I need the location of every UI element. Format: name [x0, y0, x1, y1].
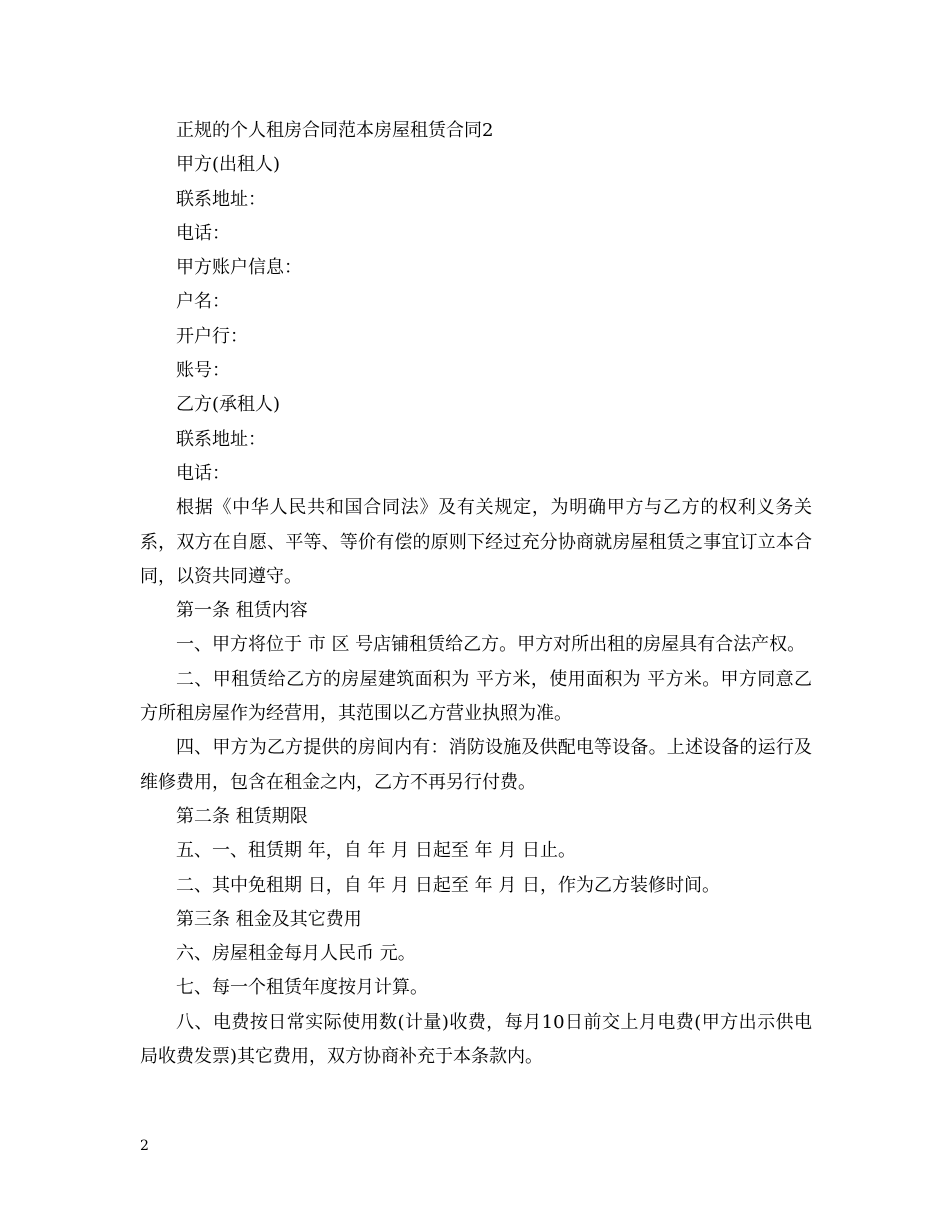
- article-1-item-1: 一、甲方将位于 市 区 号店铺租赁给乙方。甲方对所出租的房屋具有合法产权。: [176, 634, 806, 656]
- article-1-heading: 第一条 租赁内容: [176, 600, 308, 622]
- article-3-item-6: 六、房屋租金每月人民币 元。: [176, 943, 416, 965]
- article-1-item-4: 四、甲方为乙方提供的房间内有：消防设施及供配电等设备。上述设备的运行及维修费用，包含在租金之内，乙方不再另行付费。: [140, 737, 812, 793]
- page-number: 2: [140, 1138, 149, 1154]
- bank: 开户行：: [176, 325, 248, 347]
- party-a-header: 甲方(出租人): [176, 154, 281, 176]
- party-b-header: 乙方(承租人): [176, 394, 281, 416]
- document-title: 正规的个人租房合同范本房屋租赁合同2: [176, 120, 494, 141]
- account-number: 账号：: [176, 360, 230, 382]
- account-name: 户名：: [176, 291, 230, 313]
- article-3-heading: 第三条 租金及其它费用: [176, 908, 362, 930]
- party-a-account-info: 甲方账户信息：: [176, 257, 302, 279]
- party-a-phone: 电话：: [176, 222, 230, 244]
- article-2-item-5: 五、一、租赁期 年，自 年 月 日起至 年 月 日止。: [176, 840, 577, 862]
- article-3-item-8: 八、电费按日常实际使用数(计量)收费，每月10日前交上月电费(甲方出示供电局收费发票)其它费用，双方协商补充于本条款内。: [140, 1011, 812, 1068]
- preamble-paragraph: 根据《中华人民共和国合同法》及有关规定，为明确甲方与乙方的权利义务关系，双方在自愿、平等、等价有偿的原则下经过充分协商就房屋租赁之事宜订立本合同，以资共同遵守。: [140, 497, 812, 587]
- party-b-address: 联系地址：: [176, 428, 266, 450]
- article-2-heading: 第二条 租赁期限: [176, 805, 308, 827]
- party-a-address: 联系地址：: [176, 188, 266, 210]
- party-b-phone: 电话：: [176, 462, 230, 484]
- article-3-item-7: 七、每一个租赁年度按月计算。: [176, 977, 428, 999]
- document-body: [140, 114, 812, 1074]
- article-1-item-2: 二、甲租赁给乙方的房屋建筑面积为 平方米，使用面积为 平方米。甲方同意乙方所租房屋作为经营用，其范围以乙方营业执照为准。: [140, 668, 812, 725]
- article-2-item-2: 二、其中免租期 日，自 年 月 日起至 年 月 日，作为乙方装修时间。: [176, 874, 721, 896]
